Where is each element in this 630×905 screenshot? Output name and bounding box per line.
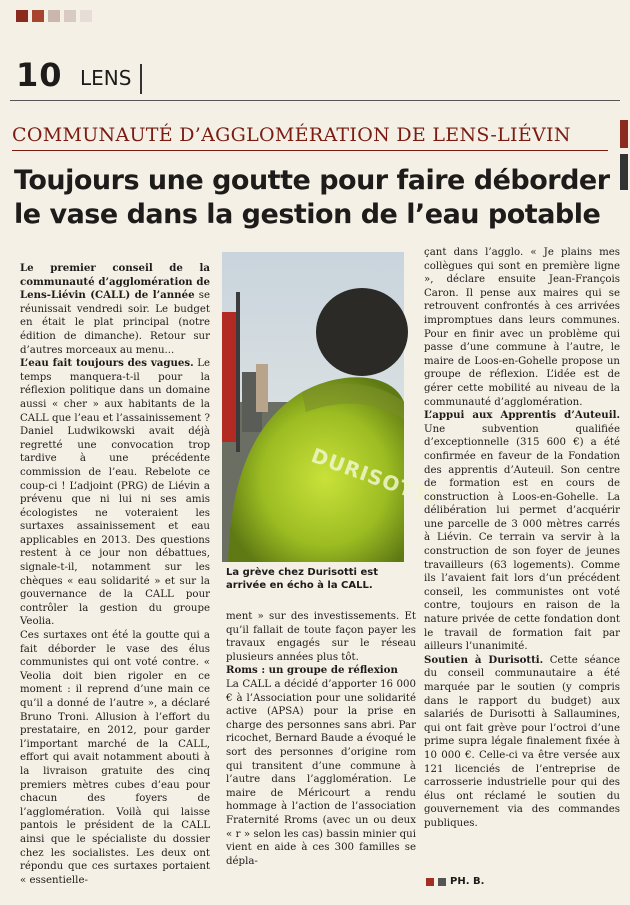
paragraph-text: Une subvention qualifiée d’exceptionnelle (315 600 €) a été confirmée en faveur de la Fondation des apprentis d’Auteuil. Son centre de formation est en cours de construction à Loos-en-Gohelle. La délibération lui permet d’acquérir une parcelle de 3 000 mètres carrés à Liévin. Ce terrain va servir à la construction de son foyer de jeunes travailleurs (63 logements). Comme ils l’avaient fait lors d’un précédent conseil, les communistes ont voté contre, toujours en raison de la nature privée de cette fondation dont le travail de formation fait par ailleurs l’unanimité. [424, 423, 620, 653]
folio-divider [140, 64, 142, 94]
lead-text: se réunissait vendredi soir. Le budget en était le plat principal (notre édition de dimanche). Retour sur d’autres morceaux au menu... [20, 290, 210, 356]
paragraph [424, 654, 620, 831]
header-color-dots [16, 10, 92, 22]
lead-paragraph [20, 262, 210, 357]
paragraph: çant dans l’agglo. « Je plains mes collègues qui sont en première ligne », déclare ensuite Jean-François Caron. Il pense aux maires qui se retrouvent confrontés à ces arrivées impromptues dans leurs communes. Pour en finir avec un problème qui passe d’une commune à l’autre, le maire de Loos-en-Gohelle propose un groupe de réflexion. L’idée est de gérer cette mobilité au niveau de la communauté d’agglomération. [424, 247, 620, 408]
byline-square-icon [438, 878, 446, 886]
headline-line-2: le vase dans la gestion de l’eau potable [14, 199, 601, 230]
color-dot [80, 10, 92, 22]
byline-text: PH. B. [450, 876, 485, 887]
color-dot [16, 10, 28, 22]
adjacent-article-edge [620, 154, 628, 190]
paragraph: Ces surtaxes ont été la goutte qui a fait déborder le vase des élus communistes qui ont voté contre. « Veolia doit bien rigoler en ce moment : il reprend d’une main ce qu’il a donné de l’autre », a déclaré Bruno Troni. Allusion à l’effort du prestataire, en 2012, pour garder l’important marché de la CALL, effort qui avait notamment abouti à la livraison gratuite des cinq premiers mètres cubes d’eau pour chacun des foyers de l’agglomération. Voilà qui laisse pantois le président de la CALL ainsi que le spécialiste du dossier chez les socialistes. Les deux ont répondu que ces surtaxes portaient « essentielle- [20, 630, 210, 886]
article-column-3 [424, 246, 620, 876]
photo-caption: La grève chez Durisotti est arrivée en écho à la CALL. [226, 567, 378, 591]
paragraph: La CALL a décidé d’apporter 16 000 € à l’Association pour une solidarité active (APSA) pour la prise en charge des personnes sans abri. Par ricochet, Bernard Baude a évoqué le sort des personnes d’origine rom qui transitent d’une commune à l’autre dans l’agglomération. Le maire de Méricourt a rendu hommage à l’action de l’association Fraternité Rroms (avec un ou deux « r » selon les cas) bassin minier qui vient en aide à ces 300 familles se dépla- [226, 678, 416, 867]
subheading: L’appui aux Apprentis d’Auteuil. [424, 409, 620, 422]
article-headline [14, 164, 614, 232]
page-folio [12, 54, 152, 96]
paragraph-text: Le temps manquera-t-il pour la réflexion politique dans un domaine aussi « cher » aux habitants de la CALL que l’eau et l’assainissement ? Daniel Ludwikowski avait déjà regretté une convocation trop tardive à une précédente commission de l’eau. Rebelote ce coup-ci ! L’adjoint (PRG) de Liévin a prévenu que ni lui ni ses amis écologistes ne voteraient les surtaxes assainissement et eau applicables en 2013. Des questions restent à ce jour non débattues, signale-t-il, notamment sur les chèques « eau solidarité » et sur la gouvernance de la CALL pour contrôler la gestion du groupe Veolia. [20, 358, 210, 628]
article-byline [426, 876, 484, 887]
header-rule [10, 100, 620, 101]
paragraph [424, 409, 620, 654]
subheading: Roms : un groupe de réflexion [226, 664, 398, 677]
paragraph [20, 357, 210, 629]
kicker-rule [12, 150, 608, 151]
paragraph: ment » sur des investissements. Et qu’il fallait de toute façon payer les travaux engagés sur le réseau plusieurs années plus tôt. [226, 611, 416, 663]
lead-bold: Le premier conseil de la communauté d’agglomération de Lens-Liévin (CALL) de l’année [20, 262, 210, 302]
color-dot [32, 10, 44, 22]
subheading: L’eau fait toujours des vagues. [20, 357, 194, 370]
article-column-2 [226, 610, 416, 890]
color-dot [64, 10, 76, 22]
color-dot [48, 10, 60, 22]
paragraph [226, 664, 416, 678]
section-name: LENS [80, 66, 132, 90]
article-kicker: COMMUNAUTÉ D’AGGLOMÉRATION DE LENS-LIÉVIN [12, 124, 571, 146]
headline-line-1: Toujours une goutte pour faire déborder [14, 165, 610, 196]
page-number: 10 [16, 56, 63, 94]
subheading: Soutien à Durisotti. [424, 653, 544, 666]
paragraph-text: Cette séance du conseil communautaire a été marquée par le soutien (y compris dans le rapport du budget) aux salariés de Durisotti à Sallaumines, qui ont fait grève pour l’octroi d’une prime supra légale finalement fixée à 10 000 €. Celle-ci va être versée aux 121 licenciés de l’entreprise de carrosserie industrielle pour qui des élus ont réclamé le soutien du gouvernement via des commandes publiques. [424, 654, 620, 829]
strike-photo-image [222, 252, 440, 562]
photo-vest-logo: DURISOTTI [308, 443, 440, 511]
article-column-1 [20, 262, 210, 892]
byline-square-icon [426, 878, 434, 886]
article-photo [222, 252, 440, 562]
adjacent-article-edge [620, 120, 628, 148]
